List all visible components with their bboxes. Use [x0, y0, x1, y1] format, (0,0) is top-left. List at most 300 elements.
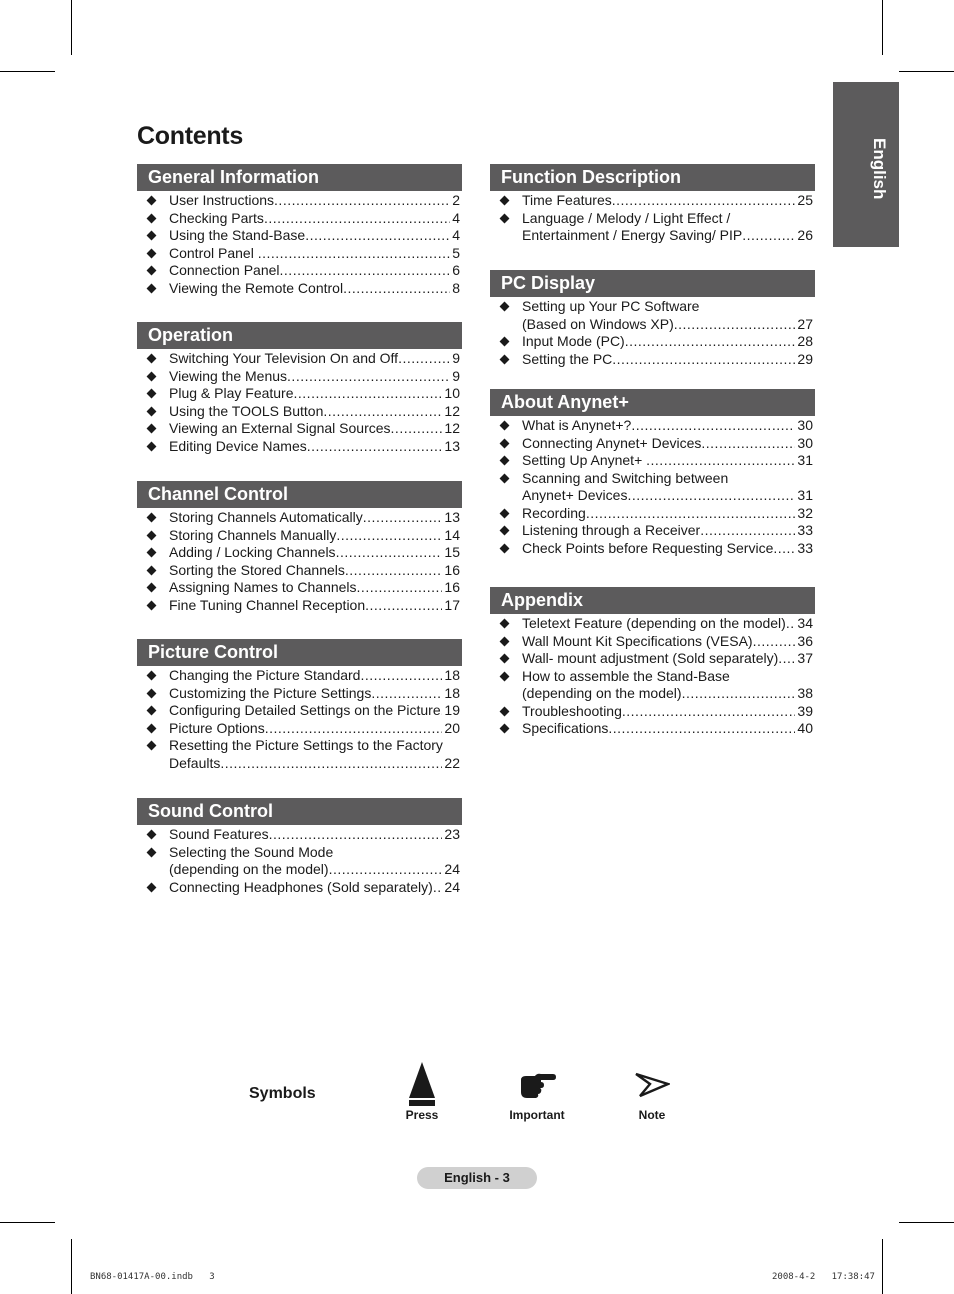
toc-entry[interactable]	[490, 720, 815, 738]
toc-entry-text: Checking Parts	[169, 209, 264, 226]
toc-entry-text: Using the TOOLS Button	[169, 402, 324, 419]
toc-page-number: 32	[797, 504, 813, 521]
toc-entry-line	[522, 540, 813, 558]
diamond-bullet-icon	[500, 456, 510, 466]
toc-entry[interactable]	[137, 227, 462, 245]
toc-entry[interactable]	[137, 702, 462, 720]
toc-entry-line	[169, 597, 460, 615]
toc-entry-text: Sorting the Stored Channels	[169, 561, 345, 578]
crop-mark	[71, 1239, 72, 1294]
toc-page-number: 30	[797, 417, 813, 433]
diamond-bullet-icon	[147, 248, 157, 258]
toc-page-number: 4	[452, 227, 460, 243]
toc-entry-line	[522, 487, 813, 505]
toc-entry[interactable]	[490, 298, 815, 333]
diamond-bullet-icon	[500, 473, 510, 483]
diamond-bullet-icon	[147, 548, 157, 558]
toc-entry-text: Adding / Locking Channels	[169, 544, 336, 560]
toc-entry-text: (depending on the model)	[522, 685, 682, 701]
press-triangle-icon	[406, 1060, 438, 1108]
toc-entry[interactable]	[137, 210, 462, 228]
toc-entry-text: Plug & Play Feature	[169, 385, 294, 401]
diamond-bullet-icon	[500, 526, 510, 536]
toc-entry-line	[169, 685, 460, 703]
dot-leader	[357, 579, 443, 597]
toc-entry-line	[169, 420, 460, 438]
toc-entry-text: Selecting the Sound Mode	[169, 843, 334, 860]
symbol-important	[497, 1066, 577, 1122]
toc-entry-line	[522, 668, 813, 686]
crop-mark	[71, 0, 72, 55]
dot-leader	[773, 540, 795, 558]
toc-entry-text: Storing Channels Manually	[169, 526, 337, 543]
toc-entry[interactable]	[137, 667, 462, 685]
toc-entry-line	[169, 702, 460, 720]
dot-leader	[329, 861, 443, 879]
toc-entry-line	[522, 633, 813, 651]
diamond-bullet-icon	[500, 196, 510, 206]
diamond-bullet-icon	[500, 302, 510, 312]
toc-page-number: 36	[797, 632, 813, 649]
diamond-bullet-icon	[147, 196, 157, 206]
toc-entry-line	[522, 417, 813, 435]
toc-entry-text: Entertainment / Energy Saving/ PIP	[522, 227, 743, 243]
toc-entry[interactable]	[490, 452, 815, 470]
toc-entry-line	[169, 720, 460, 738]
diamond-bullet-icon	[147, 371, 157, 381]
dot-leader	[631, 417, 795, 435]
toc-entry-line	[169, 879, 460, 897]
toc-entry-line	[169, 737, 460, 755]
toc-entry[interactable]	[137, 245, 462, 263]
toc-entry-line	[169, 861, 460, 879]
toc-entry-text: Check Points before Requesting Service	[522, 539, 774, 556]
dot-leader	[701, 435, 795, 453]
toc-list	[490, 416, 815, 557]
toc-entry[interactable]	[490, 633, 815, 651]
section-picture-control	[137, 639, 462, 772]
toc-entry[interactable]	[490, 540, 815, 558]
toc-page-number: 24	[444, 878, 460, 895]
diamond-bullet-icon	[147, 530, 157, 540]
toc-entry-text: Input Mode (PC)	[522, 333, 625, 349]
toc-entry-line	[522, 210, 813, 228]
diamond-bullet-icon	[147, 424, 157, 434]
toc-entry-line	[169, 227, 460, 245]
dot-leader	[336, 527, 442, 545]
symbol-note	[627, 1066, 677, 1122]
toc-entry-line	[169, 527, 460, 545]
toc-page-number: 16	[444, 579, 460, 595]
symbol-press	[397, 1060, 447, 1122]
dot-leader	[287, 368, 450, 386]
section-heading: Picture Control	[137, 639, 462, 666]
toc-entry[interactable]	[490, 668, 815, 703]
toc-entry-line	[169, 826, 460, 844]
dot-leader	[307, 438, 443, 456]
print-slug-left: BN68-01417A-00.indb 3	[90, 1272, 215, 1282]
toc-entry-text: Control Panel	[169, 244, 258, 261]
toc-entry-text: Viewing the Menus	[169, 367, 288, 384]
toc-entry-text: Connecting Anynet+ Devices	[522, 434, 702, 451]
toc-entry-line	[522, 192, 813, 210]
toc-entry-text: Language / Melody / Light Effect /	[522, 209, 731, 226]
toc-entry-line	[522, 720, 813, 738]
toc-page-number: 23	[444, 826, 460, 842]
toc-entry-text: Editing Device Names	[169, 437, 307, 454]
diamond-bullet-icon	[500, 619, 510, 629]
diamond-bullet-icon	[147, 723, 157, 733]
toc-entry-line	[522, 703, 813, 721]
toc-entry-text: Sound Features	[169, 826, 269, 842]
toc-page-number: 6	[452, 262, 460, 278]
crop-mark	[882, 1239, 883, 1294]
toc-page-number: 13	[444, 437, 460, 454]
diamond-bullet-icon	[500, 508, 510, 518]
toc-entry-line	[522, 333, 813, 351]
toc-page-number: 9	[452, 367, 460, 384]
toc-entry[interactable]	[137, 562, 462, 580]
dot-leader	[365, 597, 442, 615]
diamond-bullet-icon	[147, 847, 157, 857]
toc-page-number: 12	[444, 420, 460, 436]
toc-entry-text: Time Features	[522, 192, 612, 208]
toc-entry-line	[169, 245, 460, 263]
dot-leader	[646, 452, 795, 470]
language-tab-label: English	[870, 138, 889, 200]
toc-entry[interactable]	[137, 438, 462, 456]
toc-entry-text: Assigning Names to Channels	[169, 579, 357, 595]
diamond-bullet-icon	[147, 389, 157, 399]
dot-leader	[753, 633, 796, 651]
toc-entry[interactable]	[490, 615, 815, 633]
dot-leader	[398, 350, 450, 368]
toc-page-number: 16	[444, 561, 460, 578]
toc-entry-line	[522, 435, 813, 453]
section-heading: Sound Control	[137, 798, 462, 825]
toc-entry[interactable]	[490, 650, 815, 668]
toc-entry[interactable]	[137, 368, 462, 386]
section-heading: Appendix	[490, 587, 815, 614]
toc-entry-text: Teletext Feature (depending on the model)	[522, 615, 786, 631]
toc-entry-text: Changing the Picture Standard	[169, 667, 361, 683]
toc-list	[490, 297, 815, 368]
toc-entry[interactable]	[490, 333, 815, 351]
toc-entry-text: Viewing an External Signal Sources	[169, 420, 391, 436]
section-heading: About Anynet+	[490, 389, 815, 416]
section-operation	[137, 322, 462, 455]
toc-entry-text: Fine Tuning Channel Reception	[169, 596, 366, 613]
toc-entry-line	[522, 522, 813, 540]
toc-entry[interactable]	[490, 470, 815, 505]
toc-entry-line	[522, 615, 813, 633]
diamond-bullet-icon	[147, 706, 157, 716]
toc-entry-text: Specifications	[522, 720, 609, 736]
toc-entry[interactable]	[490, 522, 815, 540]
section-heading: Operation	[137, 322, 462, 349]
toc-entry[interactable]	[137, 350, 462, 368]
toc-list	[137, 508, 462, 614]
toc-list	[137, 349, 462, 455]
toc-entry-line	[169, 667, 460, 685]
dot-leader	[627, 487, 795, 505]
toc-page-number: 31	[797, 452, 813, 468]
toc-page-number: 25	[797, 192, 813, 208]
diamond-bullet-icon	[500, 654, 510, 664]
toc-page-number: 10	[444, 385, 460, 401]
toc-entry-line	[169, 544, 460, 562]
toc-entry[interactable]	[490, 505, 815, 523]
toc-page-number: 18	[444, 684, 460, 701]
toc-entry-text: Wall- mount adjustment (Sold separately)	[522, 650, 779, 666]
diamond-bullet-icon	[500, 354, 510, 364]
toc-entry-text: (Based on Windows XP)	[522, 315, 674, 332]
toc-entry-text: Using the Stand-Base	[169, 227, 306, 243]
diamond-bullet-icon	[500, 543, 510, 553]
dot-leader	[608, 720, 795, 738]
pointing-hand-icon	[517, 1066, 557, 1108]
crop-mark	[0, 1222, 55, 1223]
section-heading: Function Description	[490, 164, 815, 191]
toc-entry[interactable]	[137, 826, 462, 844]
diamond-bullet-icon	[147, 513, 157, 523]
toc-entry-line	[522, 470, 813, 488]
toc-entry-line	[522, 351, 813, 369]
toc-entry[interactable]	[137, 420, 462, 438]
diamond-bullet-icon	[147, 406, 157, 416]
section-appendix	[490, 587, 815, 738]
dot-leader	[391, 420, 443, 438]
toc-entry-text: Viewing the Remote Control	[169, 279, 344, 296]
section-heading: General Information	[137, 164, 462, 191]
diamond-bullet-icon	[147, 600, 157, 610]
dot-leader	[269, 826, 443, 844]
toc-entry-line	[169, 438, 460, 456]
diamond-bullet-icon	[147, 266, 157, 276]
toc-page-number: 4	[452, 209, 460, 226]
diamond-bullet-icon	[500, 213, 510, 223]
page-title: Contents	[137, 122, 243, 150]
diamond-bullet-icon	[500, 671, 510, 681]
toc-entry[interactable]	[137, 403, 462, 421]
toc-entry[interactable]	[137, 579, 462, 597]
diamond-bullet-icon	[147, 882, 157, 892]
section-sound-control	[137, 798, 462, 896]
toc-list	[490, 191, 815, 245]
toc-page-number: 33	[797, 539, 813, 556]
toc-entry-text: Picture Options	[169, 719, 265, 736]
toc-entry-line	[169, 368, 460, 386]
diamond-bullet-icon	[500, 724, 510, 734]
toc-entry-line	[169, 280, 460, 298]
dot-leader	[674, 316, 796, 334]
toc-entry-line	[169, 262, 460, 280]
section-channel-control	[137, 481, 462, 614]
toc-entry-text: Connection Panel	[169, 262, 280, 278]
dot-leader	[323, 403, 442, 421]
toc-entry-text: Listening through a Receiver	[522, 522, 701, 538]
toc-list	[137, 191, 462, 297]
toc-entry[interactable]	[137, 509, 462, 527]
dot-leader	[336, 544, 443, 562]
crop-mark	[0, 71, 55, 72]
toc-entry[interactable]	[137, 737, 462, 772]
diamond-bullet-icon	[147, 741, 157, 751]
toc-entry-line	[522, 452, 813, 470]
diamond-bullet-icon	[147, 441, 157, 451]
toc-list	[137, 825, 462, 896]
toc-entry-text: Setting the PC	[522, 350, 613, 367]
toc-page-number: 2	[452, 192, 460, 208]
toc-entry-text: Resetting the Picture Settings to the Factory	[169, 737, 443, 753]
toc-page-number: 15	[444, 544, 460, 560]
diamond-bullet-icon	[147, 565, 157, 575]
toc-entry-text: Storing Channels Automatically	[169, 509, 363, 525]
dot-leader	[345, 562, 443, 580]
toc-entry-line	[169, 755, 460, 773]
diamond-bullet-icon	[500, 421, 510, 431]
dot-leader	[778, 650, 795, 668]
toc-entry-line	[169, 509, 460, 527]
section-heading: Channel Control	[137, 481, 462, 508]
dot-leader	[363, 509, 443, 527]
diamond-bullet-icon	[147, 671, 157, 681]
toc-page-number: 33	[797, 522, 813, 538]
toc-page-number: 26	[797, 227, 813, 243]
toc-page-number: 28	[797, 333, 813, 349]
toc-entry[interactable]	[137, 844, 462, 879]
toc-entry-line	[522, 685, 813, 703]
toc-entry[interactable]	[490, 703, 815, 721]
crop-mark	[899, 1222, 954, 1223]
toc-entry-text: Wall Mount Kit Specifications (VESA)	[522, 632, 753, 649]
toc-entry-line	[522, 505, 813, 523]
dot-leader	[274, 192, 450, 210]
toc-entry[interactable]	[137, 879, 462, 897]
section-heading: PC Display	[490, 270, 815, 297]
toc-entry-line	[522, 316, 813, 334]
dot-leader	[264, 210, 450, 228]
symbol-caption: Important	[509, 1108, 565, 1122]
dot-leader	[700, 522, 795, 540]
dot-leader	[622, 703, 796, 721]
toc-page-number: 18	[444, 667, 460, 683]
diamond-bullet-icon	[147, 283, 157, 293]
diamond-bullet-icon	[147, 830, 157, 840]
toc-page-number: 37	[797, 650, 813, 666]
toc-entry[interactable]	[137, 192, 462, 210]
diamond-bullet-icon	[147, 688, 157, 698]
toc-entry-line	[522, 298, 813, 316]
toc-entry-line	[169, 350, 460, 368]
toc-entry-line	[169, 210, 460, 228]
dot-leader	[343, 280, 450, 298]
toc-entry-text: Switching Your Television On and Off	[169, 350, 399, 366]
toc-page-number: 30	[797, 434, 813, 451]
toc-entry-line	[169, 403, 460, 421]
diamond-bullet-icon	[147, 231, 157, 241]
symbols-label: Symbols	[249, 1085, 316, 1102]
dot-leader	[258, 245, 450, 263]
toc-entry-text: Customizing the Picture Settings	[169, 684, 372, 701]
toc-page-number: 24	[444, 861, 460, 877]
toc-page-number: 8	[452, 279, 460, 296]
dot-leader	[360, 667, 442, 685]
toc-entry-text: How to assemble the Stand-Base	[522, 667, 730, 684]
toc-entry-line	[169, 562, 460, 580]
toc-entry-line	[169, 579, 460, 597]
toc-page-number: 39	[797, 702, 813, 719]
toc-page-number: 17	[444, 596, 460, 613]
toc-entry[interactable]	[490, 210, 815, 245]
toc-page-number: 5	[452, 244, 460, 261]
dot-leader	[612, 192, 796, 210]
diamond-bullet-icon	[500, 636, 510, 646]
toc-entry[interactable]	[137, 262, 462, 280]
toc-list	[137, 666, 462, 772]
toc-page-number: 29	[797, 350, 813, 367]
toc-page-number: 13	[444, 509, 460, 525]
toc-entry-text: Configuring Detailed Settings on the Picture	[169, 702, 441, 718]
toc-entry[interactable]	[137, 685, 462, 703]
crop-mark	[899, 71, 954, 72]
toc-entry-line	[169, 192, 460, 210]
toc-entry[interactable]	[137, 544, 462, 562]
toc-entry[interactable]	[490, 417, 815, 435]
toc-entry-text: Setting up Your PC Software	[522, 298, 700, 314]
crop-mark	[882, 0, 883, 55]
dot-leader	[220, 755, 442, 773]
note-arrow-icon	[634, 1066, 670, 1108]
toc-entry[interactable]	[137, 597, 462, 615]
diamond-bullet-icon	[147, 354, 157, 364]
dot-leader	[433, 879, 443, 897]
toc-page-number: 31	[797, 487, 813, 503]
dot-leader	[625, 333, 796, 351]
toc-entry-text: Defaults	[169, 754, 221, 771]
toc-entry[interactable]	[490, 192, 815, 210]
toc-entry[interactable]	[137, 385, 462, 403]
diamond-bullet-icon	[147, 213, 157, 223]
dot-leader	[612, 351, 795, 369]
toc-entry[interactable]	[490, 435, 815, 453]
dot-leader	[742, 227, 795, 245]
dot-leader	[294, 385, 443, 403]
toc-entry-text: User Instructions	[169, 192, 275, 208]
toc-entry[interactable]	[137, 527, 462, 545]
dot-leader	[786, 615, 796, 633]
diamond-bullet-icon	[500, 438, 510, 448]
section-pc-display	[490, 270, 815, 368]
toc-entry-text: (depending on the model)	[169, 861, 329, 877]
toc-list	[490, 614, 815, 738]
toc-entry[interactable]	[137, 720, 462, 738]
symbol-caption: Note	[638, 1108, 666, 1122]
print-slug-right: 2008-4-2 17:38:47	[772, 1272, 875, 1282]
dot-leader	[371, 685, 442, 703]
toc-entry[interactable]	[490, 351, 815, 369]
toc-entry-line	[169, 385, 460, 403]
toc-page-number: 38	[797, 685, 813, 701]
section-function-description	[490, 164, 815, 245]
toc-entry-text: Scanning and Switching between	[522, 469, 729, 486]
language-tab	[833, 82, 899, 247]
toc-page-number: 34	[797, 615, 813, 631]
diamond-bullet-icon	[147, 583, 157, 593]
toc-page-number: 22	[444, 754, 460, 771]
toc-entry[interactable]	[137, 280, 462, 298]
toc-entry-line	[169, 844, 460, 862]
